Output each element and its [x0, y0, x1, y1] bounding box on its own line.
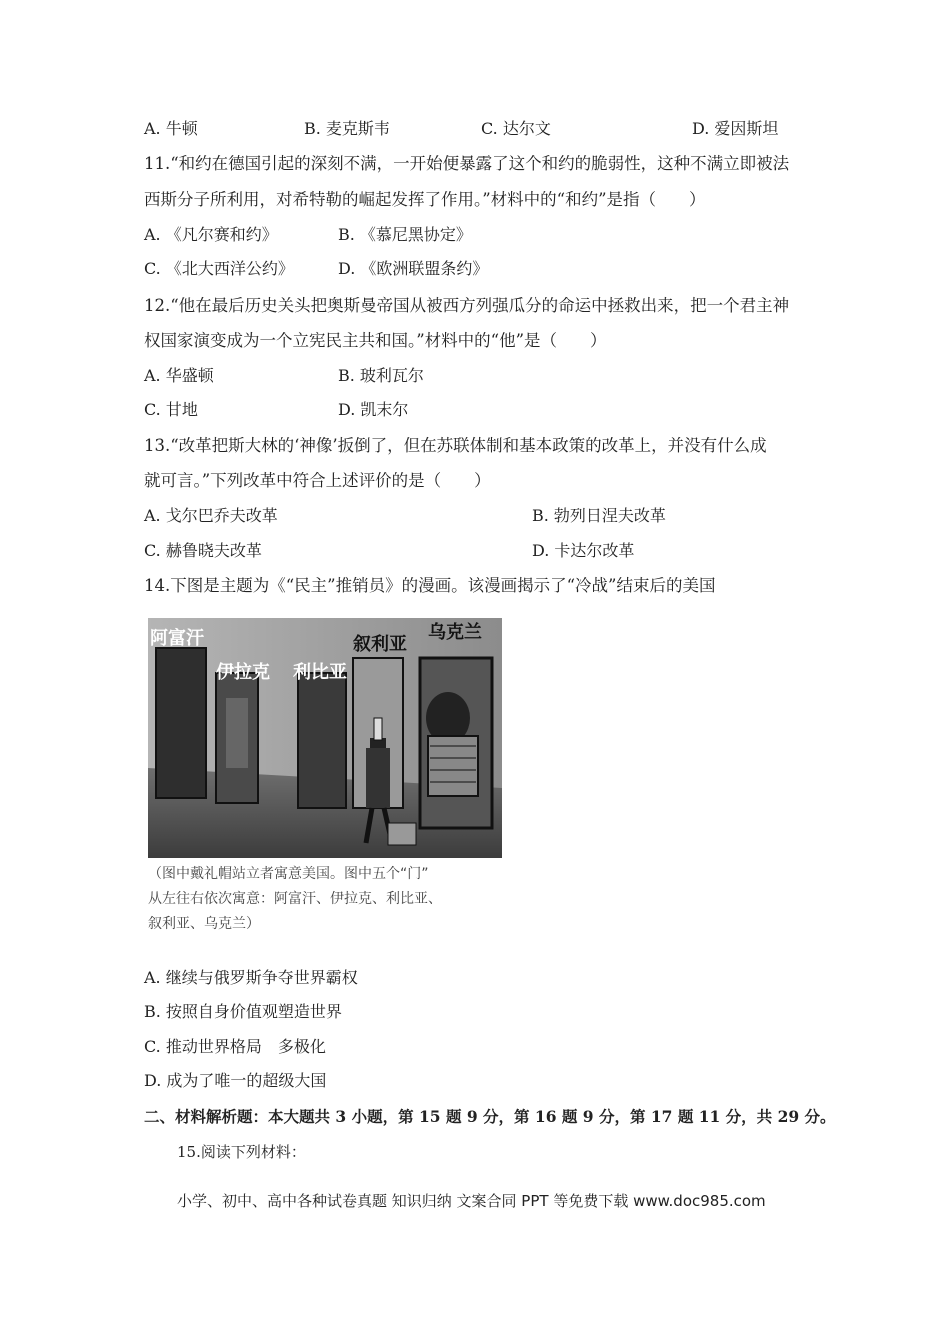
cartoon-image [148, 618, 502, 858]
q11-option-a: A. 《凡尔赛和约》 [144, 225, 278, 244]
q11-stem-line2: 西斯分子所利用，对希特勒的崛起发挥了作用。”材料中的“和约”是指（ ） [144, 190, 706, 209]
q12-option-c: C. 甘地 [144, 400, 198, 419]
cartoon-label-libya: 利比亚 [293, 662, 347, 683]
q11-stem-line1: 11.“和约在德国引起的深刻不满，一开始便暴露了这个和约的脆弱性，这种不满立即被法 [144, 154, 790, 173]
q10-option-d: D. 爱因斯坦 [692, 119, 779, 138]
cartoon-label-iraq: 伊拉克 [216, 662, 270, 683]
q14-option-c: C. 推动世界格局 多极化 [144, 1037, 326, 1056]
q13-option-c: C. 赫鲁晓夫改革 [144, 541, 262, 560]
cartoon-caption [148, 862, 508, 937]
q13-option-a: A. 戈尔巴乔夫改革 [144, 506, 278, 525]
q10-option-a: A. 牛顿 [144, 119, 198, 138]
q11-option-c: C. 《北大西洋公约》 [144, 259, 294, 278]
q12-option-a: A. 华盛顿 [144, 366, 214, 385]
caption-line: （图中戴礼帽站立者寓意美国。图中五个“门” [148, 866, 429, 882]
q15-stem: 15.阅读下列材料： [177, 1143, 306, 1161]
cartoon-label-syria: 叙利亚 [353, 634, 407, 655]
q12-option-d: D. 凯末尔 [338, 400, 409, 419]
cartoon-label-ukraine: 乌克兰 [428, 622, 482, 643]
cartoon-label-afghanistan: 阿富汗 [150, 628, 204, 649]
q12-stem-line1: 12.“他在最后历史关头把奥斯曼帝国从被西方列强瓜分的命运中拯救出来，把一个君主神 [144, 296, 790, 315]
page-footer: 小学、初中、高中各种试卷真题 知识归纳 文案合同 PPT 等免费下载 www.doc985.com [177, 1192, 766, 1210]
q13-option-b: B. 勃列日涅夫改革 [532, 506, 666, 525]
q13-stem-line2: 就可言。”下列改革中符合上述评价的是（ ） [144, 471, 491, 490]
q14-option-a: A. 继续与俄罗斯争夺世界霸权 [144, 968, 358, 987]
cartoon-drawing [148, 618, 502, 858]
section-heading: 二、材料解析题：本大题共 3 小题，第 15 题 9 分，第 16 题 9 分，第 17 题 11 分，共 29 分。 [144, 1107, 836, 1126]
q10-option-b: B. 麦克斯韦 [304, 119, 390, 138]
caption-line: 叙利亚、乌克兰） [148, 916, 260, 932]
q11-option-d: D. 《欧洲联盟条约》 [338, 259, 489, 278]
q12-stem-line2: 权国家演变成为一个立宪民主共和国。”材料中的“他”是（ ） [144, 331, 607, 350]
q10-option-c: C. 达尔文 [481, 119, 551, 138]
q11-option-b: B. 《慕尼黑协定》 [338, 225, 472, 244]
caption-line: 从左往右依次寓意：阿富汗、伊拉克、利比亚、 [148, 891, 442, 907]
q12-option-b: B. 玻利瓦尔 [338, 366, 424, 385]
q13-option-d: D. 卡达尔改革 [532, 541, 635, 560]
q14-stem-line1: 14.下图是主题为《“民主”推销员》的漫画。该漫画揭示了“冷战”结束后的美国 [144, 576, 716, 595]
q13-stem-line1: 13.“改革把斯大林的‘神像’扳倒了，但在苏联体制和基本政策的改革上，并没有什么成 [144, 436, 767, 455]
q14-option-b: B. 按照自身价值观塑造世界 [144, 1002, 342, 1021]
q14-option-d: D. 成为了唯一的超级大国 [144, 1071, 327, 1090]
